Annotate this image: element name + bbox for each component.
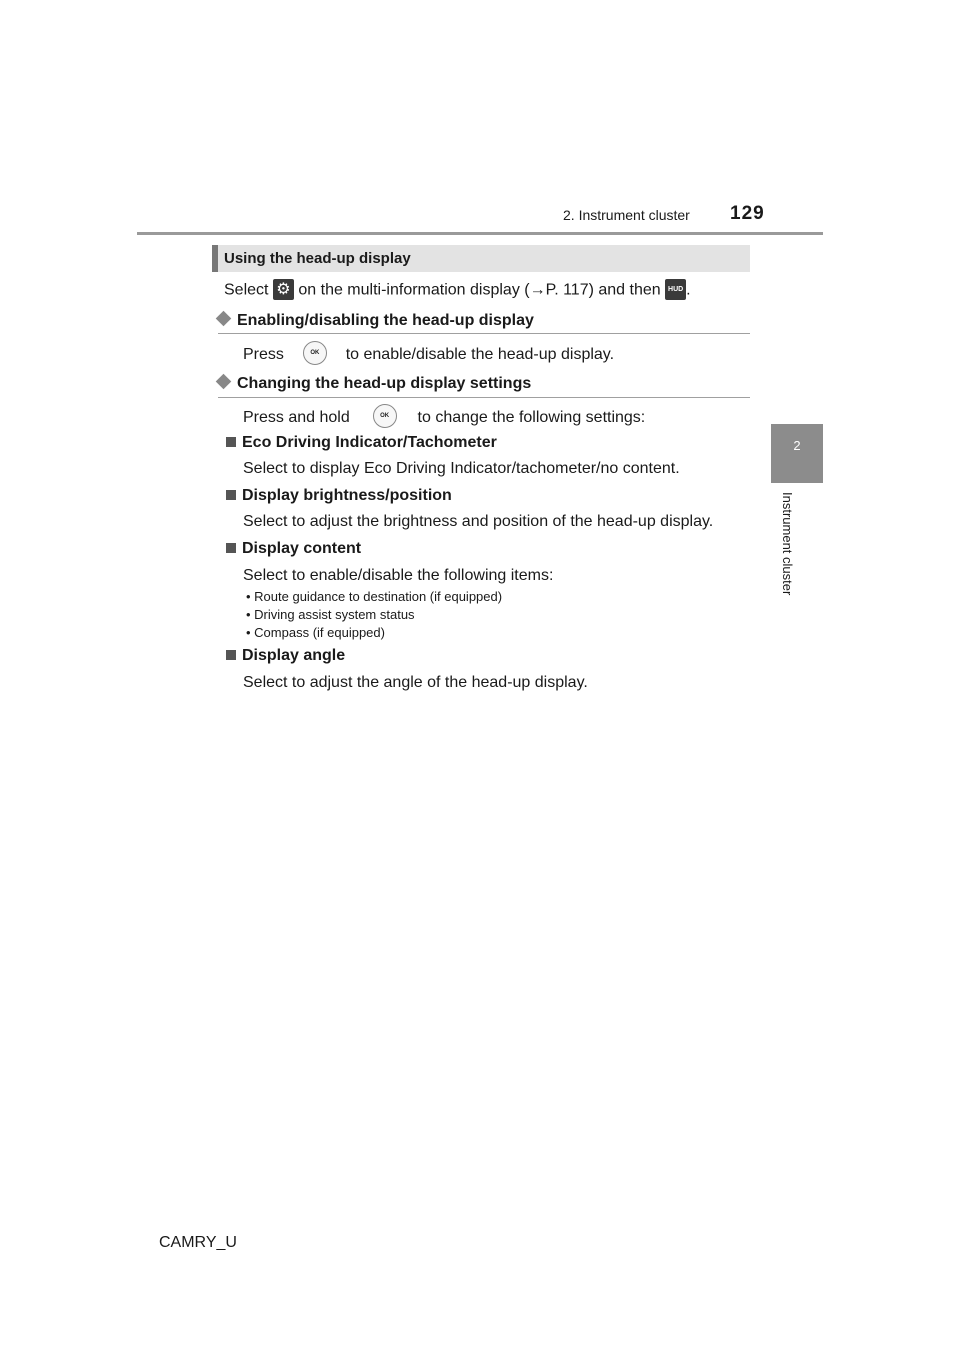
subsection-title-change: Changing the head-up display settings (218, 375, 531, 393)
list-item: • Driving assist system status (246, 607, 415, 622)
subsection-title-enable: Enabling/disabling the head-up display (218, 312, 534, 330)
ok-button-icon: OK (373, 404, 397, 428)
section-title: Using the head-up display (224, 250, 411, 267)
running-header-section: 2. Instrument cluster (563, 207, 690, 223)
intro-text-3: P. 117) and then (545, 281, 661, 299)
sub1-instruction: Press OK to enable/disable the head-up display. (243, 343, 614, 367)
intro-text-1: Select (224, 281, 269, 299)
item-title: Display brightness/position (226, 487, 452, 505)
intro-text-4: . (686, 281, 691, 299)
ok-button-icon: OK (303, 341, 327, 365)
footer-model-code: CAMRY_U (159, 1234, 237, 1251)
list-item: • Compass (if equipped) (246, 625, 385, 640)
chapter-tab (771, 424, 823, 483)
sub2-instruction: Press and hold OK to change the following settings: (243, 406, 645, 430)
square-bullet-icon (226, 543, 236, 553)
section-title-marker (212, 245, 218, 272)
chapter-tab-label: Instrument cluster (780, 492, 795, 596)
item-title: Display angle (226, 647, 345, 665)
item-desc: Select to adjust the angle of the head-up display. (243, 674, 588, 691)
chapter-tab-number: 2 (793, 438, 801, 453)
subsection-rule (218, 333, 750, 334)
intro-text-2: on the multi-information display ( (298, 281, 530, 299)
subsection-rule (218, 397, 750, 398)
item-desc: Select to enable/disable the following items: (243, 567, 554, 584)
item-title: Eco Driving Indicator/Tachometer (226, 434, 497, 452)
hud-icon: HUD (665, 279, 686, 300)
gear-icon: ⚙ (273, 279, 294, 300)
page-number: 129 (730, 203, 765, 224)
diamond-icon (216, 311, 232, 327)
square-bullet-icon (226, 437, 236, 447)
header-rule (137, 232, 823, 235)
square-bullet-icon (226, 490, 236, 500)
item-title: Display content (226, 540, 361, 558)
item-desc: Select to adjust the brightness and position of the head-up display. (243, 513, 714, 530)
diamond-icon (216, 374, 232, 390)
square-bullet-icon (226, 650, 236, 660)
arrow-icon: → (529, 281, 546, 299)
intro-line (224, 280, 691, 301)
list-item: • Route guidance to destination (if equipped) (246, 589, 503, 604)
item-desc: Select to display Eco Driving Indicator/tachometer/no content. (243, 460, 680, 477)
